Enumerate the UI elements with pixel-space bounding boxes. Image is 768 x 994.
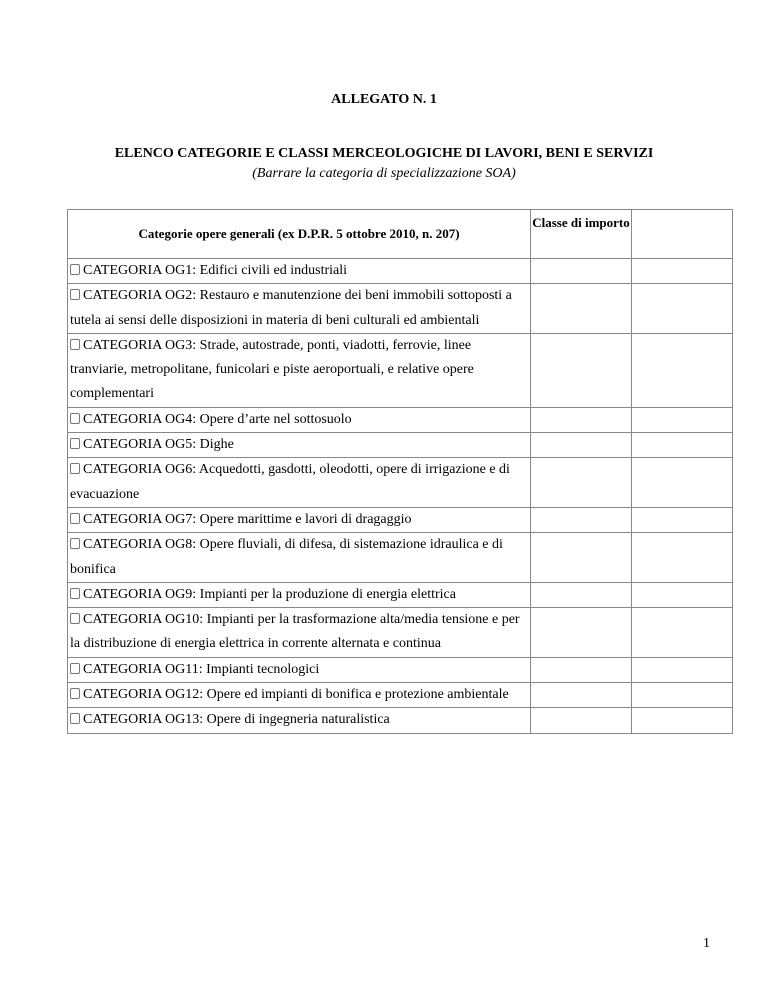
checkbox-icon[interactable] [70,438,80,449]
class-amount-cell[interactable] [531,582,632,607]
class-amount-cell[interactable] [531,284,632,334]
class-amount-cell[interactable] [531,533,632,583]
extra-cell[interactable] [632,608,733,658]
table-row [68,458,733,508]
category-label: CATEGORIA OG13: Opere di ingegneria naturalistica [83,712,390,728]
class-amount-cell[interactable] [531,458,632,508]
checkbox-icon[interactable] [70,663,80,674]
class-amount-cell[interactable] [531,708,632,733]
category-label: CATEGORIA OG8: Opere fluviali, di difesa, di sistemazione idraulica e di bonifica [70,537,503,577]
extra-cell[interactable] [632,708,733,733]
class-amount-cell[interactable] [531,333,632,407]
header-class-cell [531,210,632,259]
extra-cell[interactable] [632,533,733,583]
table-header-row [68,210,733,259]
extra-cell[interactable] [632,582,733,607]
checkbox-icon[interactable] [70,538,80,549]
checkbox-icon[interactable] [70,688,80,699]
class-amount-cell[interactable] [531,608,632,658]
category-cell [68,657,531,682]
category-entry [68,683,530,707]
category-entry [68,433,530,457]
header-extra-cell [632,210,733,259]
header-class-label: Classe di importo [532,215,630,230]
category-label: CATEGORIA OG4: Opere d’arte nel sottosuolo [83,411,352,427]
extra-cell[interactable] [632,284,733,334]
checkbox-icon[interactable] [70,513,80,524]
category-cell [68,507,531,532]
category-label: CATEGORIA OG5: Dighe [83,437,234,453]
extra-cell[interactable] [632,683,733,708]
category-label: CATEGORIA OG12: Opere ed impianti di bonifica e protezione ambientale [83,687,509,703]
checkbox-icon[interactable] [70,413,80,424]
table-row [68,284,733,334]
category-entry [68,284,530,333]
category-entry [68,508,530,532]
category-label: CATEGORIA OG2: Restauro e manutenzione dei beni immobili sottoposti a tutela ai sensi delle disposizioni in materia di beni culturali ed ambientali [70,288,512,328]
category-entry [68,658,530,682]
category-cell [68,683,531,708]
checkbox-icon[interactable] [70,713,80,724]
extra-cell[interactable] [632,507,733,532]
checkbox-icon[interactable] [70,463,80,474]
categories-table [67,209,733,734]
category-cell [68,259,531,284]
checkbox-icon[interactable] [70,289,80,300]
table-row [68,582,733,607]
table-row [68,708,733,733]
checkbox-icon[interactable] [70,339,80,350]
extra-cell[interactable] [632,458,733,508]
table-row [68,333,733,407]
table-row [68,608,733,658]
class-amount-cell[interactable] [531,259,632,284]
category-label: CATEGORIA OG1: Edifici civili ed industriali [83,263,348,278]
category-entry [68,334,530,407]
extra-cell[interactable] [632,333,733,407]
category-entry [68,408,530,432]
table-row [68,433,733,458]
class-amount-cell[interactable] [531,433,632,458]
category-cell [68,608,531,658]
class-amount-cell[interactable] [531,683,632,708]
category-label: CATEGORIA OG7: Opere marittime e lavori di dragaggio [83,511,412,527]
category-cell [68,333,531,407]
class-amount-cell[interactable] [531,507,632,532]
category-cell [68,708,531,733]
extra-cell[interactable] [632,657,733,682]
category-cell [68,407,531,432]
checkbox-icon[interactable] [70,613,80,624]
category-cell [68,284,531,334]
category-label: CATEGORIA OG3: Strade, autostrade, ponti, viadotti, ferrovie, linee tranviarie, metropolitane, funicolari e piste aeroportuali, e relative opere complementari [70,337,474,402]
class-amount-cell[interactable] [531,407,632,432]
category-label: CATEGORIA OG6: Acquedotti, gasdotti, oleodotti, opere di irrigazione e di evacuazione [70,462,510,502]
document-subtitle: (Barrare la categoria di specializzazione SOA) [252,166,516,181]
checkbox-icon[interactable] [70,588,80,599]
extra-cell[interactable] [632,407,733,432]
category-entry [68,583,530,607]
category-entry [68,533,530,582]
page-number: 1 [703,936,710,951]
category-entry [68,708,530,732]
category-cell [68,582,531,607]
header-category-cell [68,210,531,259]
document-title: ELENCO CATEGORIE E CLASSI MERCEOLOGICHE DI LAVORI, BENI E SERVIZI [114,146,654,161]
extra-cell[interactable] [632,433,733,458]
table-row [68,259,733,284]
table-row [68,533,733,583]
category-cell [68,533,531,583]
table-row [68,683,733,708]
category-label: CATEGORIA OG9: Impianti per la produzione di energia elettrica [83,586,456,602]
category-label: CATEGORIA OG11: Impianti tecnologici [83,661,320,677]
table-row [68,657,733,682]
class-amount-cell[interactable] [531,657,632,682]
category-label: CATEGORIA OG10: Impianti per la trasformazione alta/media tensione e per la distribuzione di energia elettrica in corrente alternata e continua [70,612,520,652]
header-category-label: Categorie opere generali (ex D.P.R. 5 ottobre 2010, n. 207) [138,226,460,241]
table-row [68,407,733,432]
table-row [68,507,733,532]
attachment-heading: ALLEGATO N. 1 [331,92,437,107]
category-entry [68,608,530,657]
category-entry [68,259,530,283]
category-cell [68,458,531,508]
category-entry [68,458,530,507]
extra-cell[interactable] [632,259,733,284]
category-cell [68,433,531,458]
checkbox-icon[interactable] [70,264,80,275]
